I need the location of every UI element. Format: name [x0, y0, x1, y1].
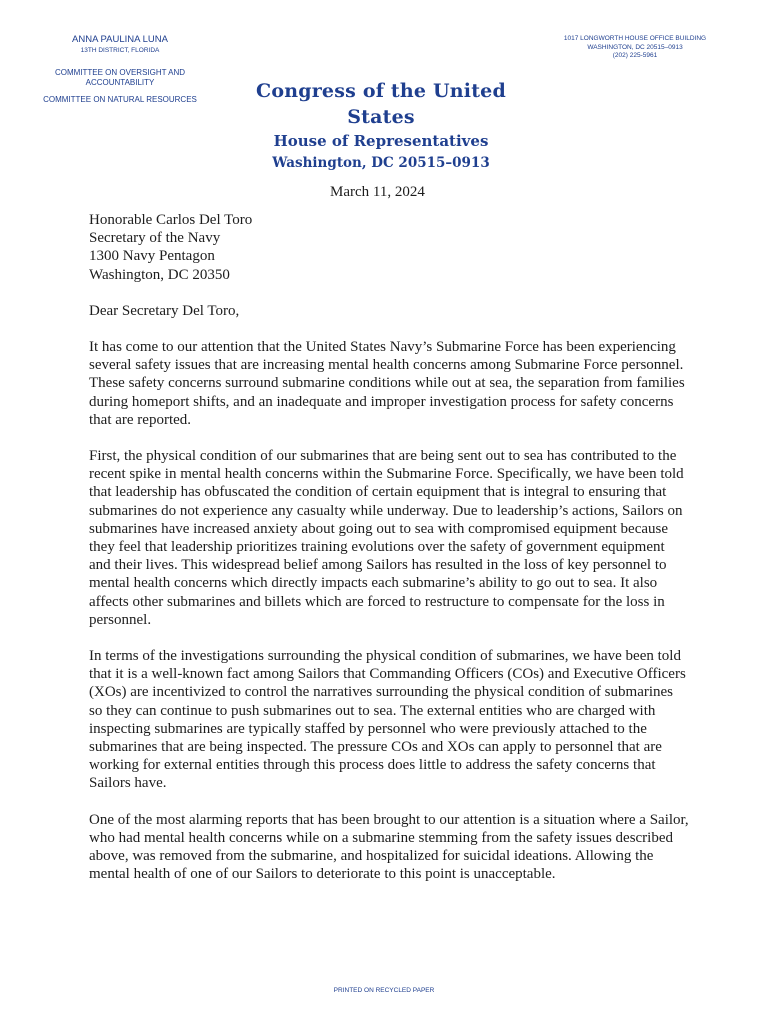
letter-body	[89, 211, 689, 884]
office-address-block	[540, 35, 730, 61]
committee-oversight: COMMITTEE ON OVERSIGHT AND ACCOUNTABILITY	[54, 68, 186, 87]
letterhead-title	[236, 78, 526, 174]
paragraph-investigations: In terms of the investigations surrounding the physical condition of submarines, we have been told that it is a well-known fact among Sailors that Commanding Officers (COs) and Executive Officers (XOs) are incentivized to control the narratives surrounding the physical condition of submarines so they can continue to push submarines out to sea. The external entities who are charged with inspecting submarines are typically staffed by personnel who were previously attached to the submarines that are being inspected. The pressure COs and XOs can apply to personnel that are working for external entities through this process does little to address the safety concerns that Sailors have.	[89, 648, 686, 792]
house-title: House of Representatives	[273, 132, 489, 150]
recipient-line: Honorable Carlos Del Toro	[89, 212, 253, 228]
paragraph-alarming-report: One of the most alarming reports that has been brought to our attention is a situation where a Sailor, who had mental health concerns while on a submarine stemming from the safety issues described above, was removed from the submarine, and hospitalized for suicidal ideations. Allowing the mental health of one of our Sailors to deteriorate to this point is unacceptable.	[89, 811, 689, 883]
congress-title: Congress of the United States	[256, 80, 506, 128]
letter-date: March 11, 2024	[330, 184, 425, 200]
member-district: 13TH DISTRICT, FLORIDA	[80, 47, 160, 54]
member-name: ANNA PAULINA LUNA	[72, 34, 168, 45]
recipient-address	[89, 211, 689, 284]
office-address-line2: WASHINGTON, DC 20515–0913	[587, 43, 683, 51]
paragraph-physical-condition: First, the physical condition of our submarines that are being sent out to sea has contributed to the recent spike in mental health concerns within the Submarine Force. Specifically, we have been told that leadership has obfuscated the condition of certain equipment that is integral to ensuring that submarines do not experience any casualty while underway. Due to leadership’s actions, Sailors on submarines have increased anxiety about going out to sea with compromised equipment because they feel that leadership prioritizes training evolutions over the safety of government equipment and their lives. This widespread belief among Sailors has resulted in the loss of key personnel to mental health concerns which directly impacts each submarine’s ability to go out to sea. It also affects other submarines and billets which are forced to restructure to compensate for the loss in personnel.	[89, 448, 684, 628]
committee-natural-resources: COMMITTEE ON NATURAL RESOURCES	[43, 95, 197, 104]
paragraph-intro: It has come to our attention that the United States Navy’s Submarine Force has been experiencing several safety issues that are increasing mental health concerns among Submarine Force personnel. These safety concerns surround submarine conditions while out at sea, the separation from families during homeport shifts, and an inadequate and improper investigation process for safety concerns that are reported.	[89, 339, 685, 428]
city-line: Washington, DC 20515–0913	[272, 155, 490, 171]
recipient-line: Secretary of the Navy	[89, 230, 221, 247]
office-address-line1: 1017 LONGWORTH HOUSE OFFICE BUILDING	[563, 35, 707, 42]
office-phone: (202) 225-5961	[612, 52, 658, 59]
recipient-line: Washington, DC 20350	[89, 266, 230, 283]
recipient-line: 1300 Navy Pentagon	[89, 248, 215, 265]
member-block	[20, 34, 220, 105]
salutation: Dear Secretary Del Toro,	[89, 302, 240, 319]
recycled-paper-note: PRINTED ON RECYCLED PAPER	[333, 987, 435, 994]
